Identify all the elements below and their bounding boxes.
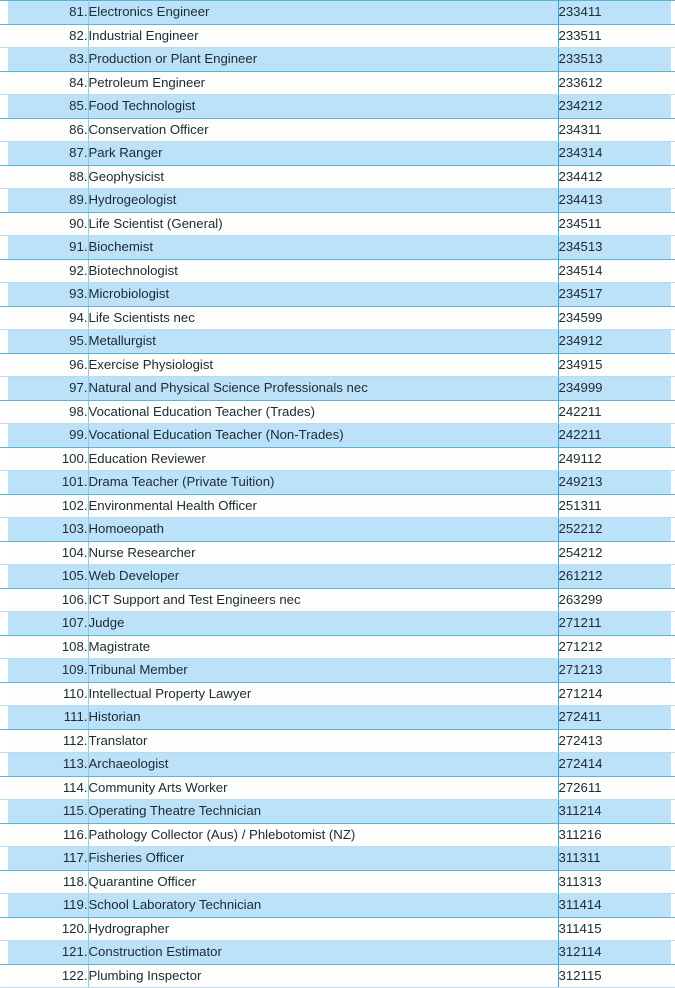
anzsco-code-cell: 234212	[558, 95, 675, 119]
occupation-name-cell: ICT Support and Test Engineers nec	[88, 588, 558, 612]
table-row	[0, 588, 675, 612]
row-index-cell: 85.	[0, 95, 88, 119]
table-row	[0, 917, 675, 941]
table-row	[0, 95, 675, 119]
occupation-name-cell: Microbiologist	[88, 283, 558, 307]
occupation-name-cell: Quarantine Officer	[88, 870, 558, 894]
anzsco-code-cell: 254212	[558, 541, 675, 565]
row-index-cell: 105.	[0, 565, 88, 589]
table-row	[0, 612, 675, 636]
table-row	[0, 682, 675, 706]
table-row	[0, 330, 675, 354]
anzsco-code-cell: 233511	[558, 24, 675, 48]
occupation-name-cell: Web Developer	[88, 565, 558, 589]
table-row	[0, 400, 675, 424]
row-index-cell: 115.	[0, 800, 88, 824]
table-row	[0, 635, 675, 659]
table-row	[0, 377, 675, 401]
occupation-name-cell: Hydrogeologist	[88, 189, 558, 213]
anzsco-code-cell: 234915	[558, 353, 675, 377]
row-index-cell: 107.	[0, 612, 88, 636]
occupation-name-cell: Biotechnologist	[88, 259, 558, 283]
row-index-cell: 86.	[0, 118, 88, 142]
table-row	[0, 353, 675, 377]
table-row	[0, 1, 675, 25]
anzsco-code-cell: 234511	[558, 212, 675, 236]
table-row	[0, 753, 675, 777]
anzsco-code-cell: 272414	[558, 753, 675, 777]
anzsco-code-cell: 234912	[558, 330, 675, 354]
occupation-name-cell: Hydrographer	[88, 917, 558, 941]
anzsco-code-cell: 271214	[558, 682, 675, 706]
anzsco-code-cell: 311313	[558, 870, 675, 894]
occupation-name-cell: Fisheries Officer	[88, 847, 558, 871]
row-index-cell: 121.	[0, 941, 88, 965]
anzsco-code-cell: 272411	[558, 706, 675, 730]
table-row	[0, 894, 675, 918]
table-row	[0, 471, 675, 495]
anzsco-code-cell: 233612	[558, 71, 675, 95]
table-row	[0, 118, 675, 142]
table-row	[0, 776, 675, 800]
table-row	[0, 142, 675, 166]
table-row	[0, 24, 675, 48]
anzsco-code-cell: 234599	[558, 306, 675, 330]
row-index-cell: 120.	[0, 917, 88, 941]
table-row	[0, 565, 675, 589]
row-index-cell: 93.	[0, 283, 88, 307]
row-index-cell: 103.	[0, 518, 88, 542]
table-row	[0, 941, 675, 965]
occupation-name-cell: Community Arts Worker	[88, 776, 558, 800]
row-index-cell: 83.	[0, 48, 88, 72]
occupation-name-cell: Metallurgist	[88, 330, 558, 354]
row-index-cell: 109.	[0, 659, 88, 683]
anzsco-code-cell: 234517	[558, 283, 675, 307]
occupation-name-cell: Biochemist	[88, 236, 558, 260]
table-row	[0, 189, 675, 213]
row-index-cell: 106.	[0, 588, 88, 612]
occupation-name-cell: Park Ranger	[88, 142, 558, 166]
occupation-name-cell: Life Scientist (General)	[88, 212, 558, 236]
table-row	[0, 823, 675, 847]
occupation-name-cell: Electronics Engineer	[88, 1, 558, 25]
anzsco-code-cell: 272611	[558, 776, 675, 800]
anzsco-code-cell: 249213	[558, 471, 675, 495]
occupation-name-cell: Judge	[88, 612, 558, 636]
occupation-name-cell: Translator	[88, 729, 558, 753]
row-index-cell: 95.	[0, 330, 88, 354]
occupation-name-cell: Industrial Engineer	[88, 24, 558, 48]
occupation-name-cell: Natural and Physical Science Professionals nec	[88, 377, 558, 401]
row-index-cell: 113.	[0, 753, 88, 777]
table-row	[0, 729, 675, 753]
occupation-name-cell: Food Technologist	[88, 95, 558, 119]
occupation-name-cell: Geophysicist	[88, 165, 558, 189]
anzsco-code-cell: 263299	[558, 588, 675, 612]
row-index-cell: 112.	[0, 729, 88, 753]
anzsco-code-cell: 311415	[558, 917, 675, 941]
row-index-cell: 98.	[0, 400, 88, 424]
anzsco-code-cell: 271212	[558, 635, 675, 659]
occupation-name-cell: Environmental Health Officer	[88, 494, 558, 518]
occupation-name-cell: Operating Theatre Technician	[88, 800, 558, 824]
row-index-cell: 90.	[0, 212, 88, 236]
anzsco-code-cell: 311414	[558, 894, 675, 918]
row-index-cell: 110.	[0, 682, 88, 706]
table-row	[0, 48, 675, 72]
occupation-name-cell: School Laboratory Technician	[88, 894, 558, 918]
occupation-name-cell: Production or Plant Engineer	[88, 48, 558, 72]
anzsco-code-cell: 242211	[558, 424, 675, 448]
row-index-cell: 104.	[0, 541, 88, 565]
occupation-name-cell: Vocational Education Teacher (Non-Trades)	[88, 424, 558, 448]
anzsco-code-cell: 261212	[558, 565, 675, 589]
table-row	[0, 964, 675, 988]
anzsco-code-cell: 234514	[558, 259, 675, 283]
table-row	[0, 259, 675, 283]
anzsco-code-cell: 252212	[558, 518, 675, 542]
occupation-name-cell: Nurse Researcher	[88, 541, 558, 565]
row-index-cell: 108.	[0, 635, 88, 659]
table-row	[0, 659, 675, 683]
anzsco-code-cell: 312115	[558, 964, 675, 988]
occupation-name-cell: Life Scientists nec	[88, 306, 558, 330]
anzsco-code-cell: 271213	[558, 659, 675, 683]
occupation-name-cell: Petroleum Engineer	[88, 71, 558, 95]
anzsco-code-cell: 242211	[558, 400, 675, 424]
occupation-name-cell: Education Reviewer	[88, 447, 558, 471]
row-index-cell: 99.	[0, 424, 88, 448]
anzsco-code-cell: 234413	[558, 189, 675, 213]
occupation-name-cell: Drama Teacher (Private Tuition)	[88, 471, 558, 495]
row-index-cell: 89.	[0, 189, 88, 213]
anzsco-code-cell: 311214	[558, 800, 675, 824]
anzsco-code-cell: 234513	[558, 236, 675, 260]
row-index-cell: 116.	[0, 823, 88, 847]
table-row	[0, 71, 675, 95]
table-row	[0, 518, 675, 542]
anzsco-code-cell: 234311	[558, 118, 675, 142]
row-index-cell: 82.	[0, 24, 88, 48]
occupation-name-cell: Intellectual Property Lawyer	[88, 682, 558, 706]
row-index-cell: 94.	[0, 306, 88, 330]
row-index-cell: 91.	[0, 236, 88, 260]
anzsco-code-cell: 271211	[558, 612, 675, 636]
occupation-name-cell: Pathology Collector (Aus) / Phlebotomist (NZ)	[88, 823, 558, 847]
anzsco-code-cell: 234999	[558, 377, 675, 401]
table-row	[0, 494, 675, 518]
table-row	[0, 541, 675, 565]
row-index-cell: 117.	[0, 847, 88, 871]
anzsco-code-cell: 311311	[558, 847, 675, 871]
row-index-cell: 114.	[0, 776, 88, 800]
occupation-name-cell: Tribunal Member	[88, 659, 558, 683]
row-index-cell: 119.	[0, 894, 88, 918]
table-row	[0, 870, 675, 894]
occupation-name-cell: Homoeopath	[88, 518, 558, 542]
occupation-name-cell: Plumbing Inspector	[88, 964, 558, 988]
row-index-cell: 88.	[0, 165, 88, 189]
row-index-cell: 96.	[0, 353, 88, 377]
row-index-cell: 100.	[0, 447, 88, 471]
anzsco-code-cell: 312114	[558, 941, 675, 965]
table-row	[0, 306, 675, 330]
anzsco-code-cell: 272413	[558, 729, 675, 753]
row-index-cell: 92.	[0, 259, 88, 283]
table-row	[0, 236, 675, 260]
occupation-table-body	[0, 1, 675, 988]
row-index-cell: 81.	[0, 1, 88, 25]
occupation-name-cell: Vocational Education Teacher (Trades)	[88, 400, 558, 424]
row-index-cell: 84.	[0, 71, 88, 95]
row-index-cell: 97.	[0, 377, 88, 401]
anzsco-code-cell: 311216	[558, 823, 675, 847]
row-index-cell: 101.	[0, 471, 88, 495]
table-row	[0, 424, 675, 448]
occupation-name-cell: Exercise Physiologist	[88, 353, 558, 377]
anzsco-code-cell: 233513	[558, 48, 675, 72]
table-row	[0, 165, 675, 189]
occupation-name-cell: Archaeologist	[88, 753, 558, 777]
table-row	[0, 447, 675, 471]
occupation-name-cell: Historian	[88, 706, 558, 730]
anzsco-code-cell: 249112	[558, 447, 675, 471]
row-index-cell: 102.	[0, 494, 88, 518]
anzsco-code-cell: 234314	[558, 142, 675, 166]
anzsco-code-cell: 233411	[558, 1, 675, 25]
row-index-cell: 87.	[0, 142, 88, 166]
occupation-name-cell: Construction Estimator	[88, 941, 558, 965]
row-index-cell: 111.	[0, 706, 88, 730]
anzsco-code-cell: 251311	[558, 494, 675, 518]
occupation-name-cell: Magistrate	[88, 635, 558, 659]
table-row	[0, 706, 675, 730]
occupation-name-cell: Conservation Officer	[88, 118, 558, 142]
table-row	[0, 212, 675, 236]
table-row	[0, 847, 675, 871]
table-row	[0, 283, 675, 307]
table-row	[0, 800, 675, 824]
row-index-cell: 122.	[0, 964, 88, 988]
row-index-cell: 118.	[0, 870, 88, 894]
anzsco-code-cell: 234412	[558, 165, 675, 189]
